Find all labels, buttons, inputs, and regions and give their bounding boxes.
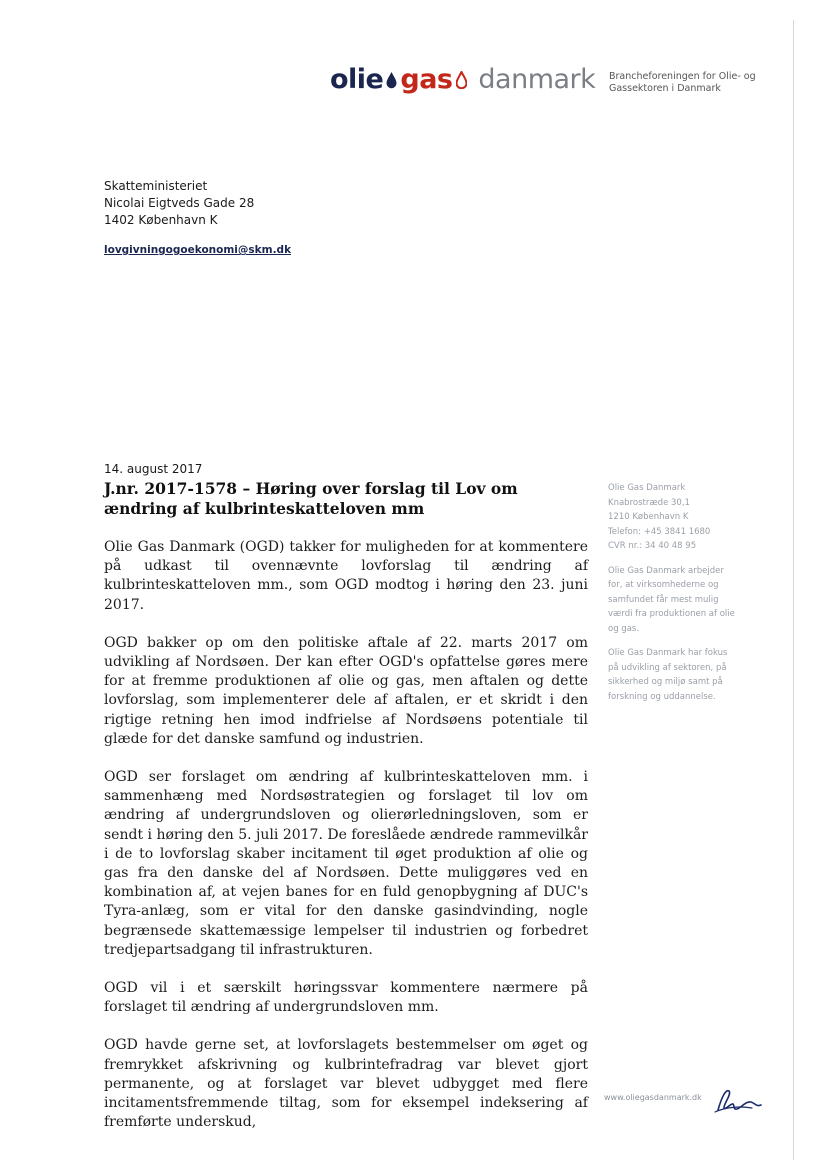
body-paragraph: OGD havde gerne set, at lovforslagets bestemmelser om øget og fremrykket afskrivning og kulbrintefradrag var blevet gjort permanente, og at forslaget var blevet udbygget med flere incitamentsfremmende tiltag, som for eksempel indeksering af fremførte underskud, <box>104 1037 588 1131</box>
body-paragraph: Olie Gas Danmark (OGD) takker for muligheden for at kommentere på udkast til ovennævnte lovforslag til ændring af kulbrinteskatteloven mm., som OGD modtog i høring den 23. juni 2017. <box>104 539 588 613</box>
gas-drop-icon <box>456 65 467 96</box>
signature-initials <box>712 1083 764 1121</box>
tagline-line: Gassektoren i Danmark <box>609 83 721 94</box>
contact-line: Knabrostræde 30,1 <box>608 497 690 508</box>
address-line: 1402 København K <box>104 213 218 227</box>
recipient-address <box>104 178 254 229</box>
logo-text-danmark: danmark <box>478 64 596 95</box>
logo-text-gas: gas <box>400 64 453 95</box>
body-paragraph: OGD ser forslaget om ændring af kulbrinteskatteloven mm. i sammenhæng med Nordsøstrategien og forslaget til lov om ændring af undergrundsloven og olierørledningsloven, som er sendt i høring den 5. juli 2017. De foreslåede ændrede rammevilkår i de to lovforslag skaber incitament til øget produktion af olie og gas fra den danske del af Nordsøen. Dette muliggøres ved en kombination af, at vejen banes for en fuld genopbygning af DUC's Tyra-anlæg, som er vital for den danske gasindvinding, nogle begrænsede skattemæssige lempelser til industrien og forbedret tredjepartsadgang til infrastrukturen. <box>104 769 588 958</box>
contact-line: 1210 København K <box>608 512 689 522</box>
tagline-line: Brancheforeningen for Olie- og <box>609 71 756 82</box>
sidebar-info <box>608 481 736 714</box>
logo-tagline <box>609 71 756 95</box>
oil-drop-icon <box>386 65 397 96</box>
recipient-email-link[interactable]: lovgivningogoekonomi@skm.dk <box>104 244 292 256</box>
contact-line: CVR nr.: 34 40 48 95 <box>608 541 697 551</box>
logo-text-olie: olie <box>330 64 384 95</box>
sidebar-contact <box>608 481 736 554</box>
letter-body <box>104 538 588 1151</box>
body-paragraph: OGD vil i et særskilt høringssvar kommentere nærmere på forslaget til ændring af undergrundsloven mm. <box>104 980 588 1016</box>
letter-date: 14. august 2017 <box>104 462 203 476</box>
contact-line: Olie Gas Danmark <box>608 483 686 493</box>
contact-line: Telefon: +45 3841 1680 <box>608 526 711 537</box>
company-logo <box>330 64 595 96</box>
sidebar-focus: Olie Gas Danmark har fokus på udvikling af sektoren, på sikkerhed og miljø samt på forskning og uddannelse. <box>608 648 728 702</box>
body-paragraph: OGD bakker op om den politiske aftale af 22. marts 2017 om udvikling af Nordsøen. Der kan efter OGD's opfattelse gøres mere for at fremme produktionen af olie og gas, men aftalen og dette lovforslag, som implementerer dele af aftalen, er et skridt i den rigtige retning hen imod indfrielse af Nordsøens potentiale til glæde for det danske samfund og industrien. <box>104 634 588 747</box>
page-edge <box>793 20 794 1160</box>
address-line: Skatteministeriet <box>104 179 208 193</box>
letter-subject: J.nr. 2017-1578 – Høring over forslag til Lov om ændring af kulbrinteskatteloven mm <box>104 479 518 518</box>
footer-website-link[interactable]: www.oliegasdanmark.dk <box>604 1093 702 1102</box>
address-line: Nicolai Eigtveds Gade 28 <box>104 196 255 210</box>
sidebar-about: Olie Gas Danmark arbejder for, at virksomhederne og samfundet får mest mulig værdi fra produktionen af olie og gas. <box>608 565 735 634</box>
